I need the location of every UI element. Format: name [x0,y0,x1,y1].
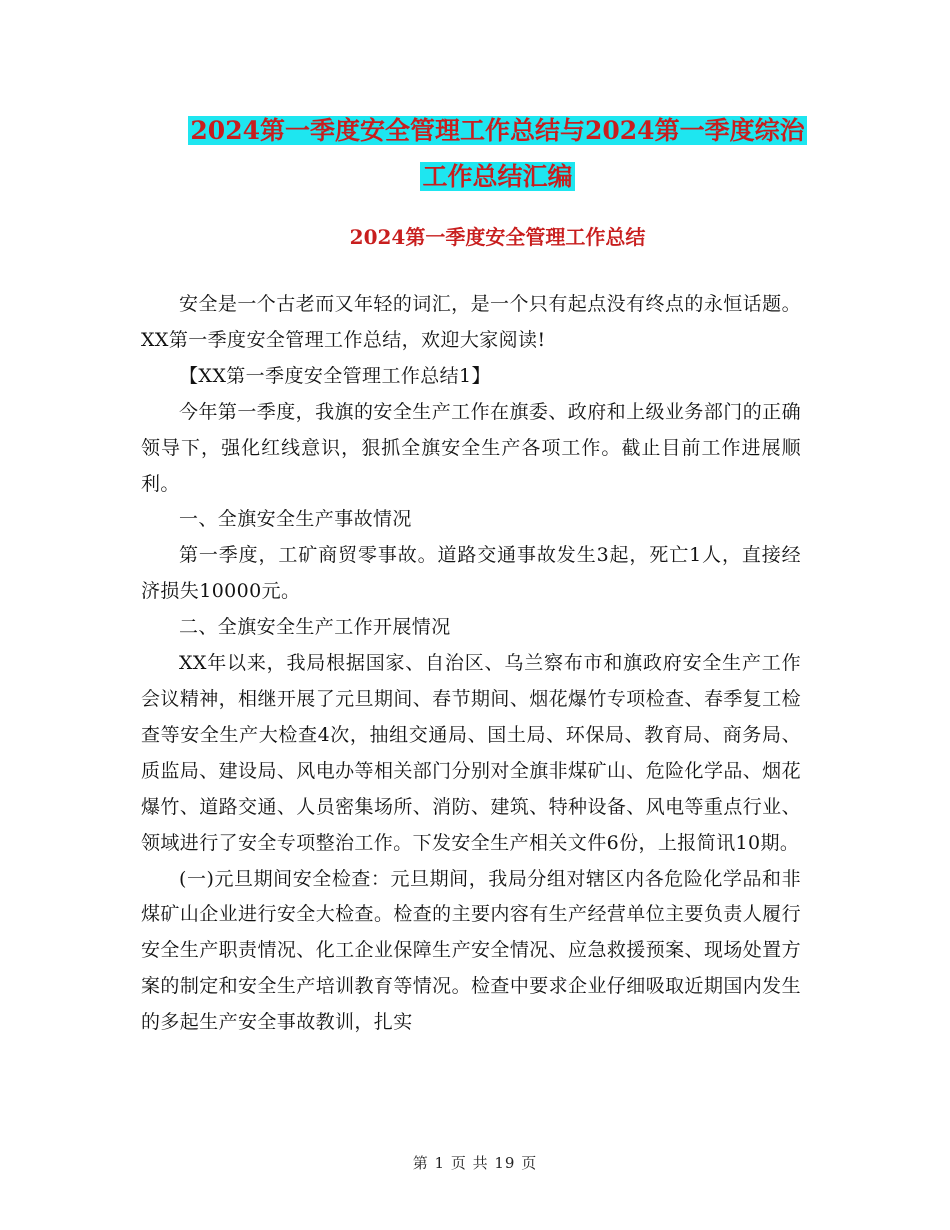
paragraph: 二、全旗安全生产工作开展情况 [179,616,451,639]
paragraph: 今年第一季度，我旗的安全生产工作在旗委、政府和上级业务部门的正确领导下，强化红线意识，狠抓全旗安全生产各项工作。截止目前工作进展顺利。 [141,400,801,495]
main-title [140,108,855,200]
paragraph: (一)元旦期间安全检查：元旦期间，我局分组对辖区内各危险化学品和非煤矿山企业进行安全大检查。检查的主要内容有生产经营单位主要负责人履行安全生产职责情况、化工企业保障生产安全情况、应急救援预案、现场处置方案的制定和安全生产培训教育等情况。检查中要求企业仔细吸取近期国内发生的多起生产安全事故教训，扎实 [141,867,801,1034]
section-title: 2024第一季度安全管理工作总结 [349,225,646,249]
paragraph: XX年以来，我局根据国家、自治区、乌兰察布市和旗政府安全生产工作会议精神，相继开展了元旦期间、春节期间、烟花爆竹专项检查、春季复工检查等安全生产大检查4次，抽组交通局、国土局、环保局、教育局、商务局、质监局、建设局、风电办等相关部门分别对全旗非煤矿山、危险化学品、烟花爆竹、道路交通、人员密集场所、消防、建筑、特种设备、风电等重点行业、领域进行了安全专项整治工作。下发安全生产相关文件6份，上报简讯10期。 [141,652,801,854]
paragraph: 安全是一个古老而又年轻的词汇，是一个只有起点没有终点的永恒话题。XX第一季度安全管理工作总结，欢迎大家阅读! [141,293,801,351]
body-text [141,287,801,1041]
paragraph: 【XX第一季度安全管理工作总结1】 [179,364,491,387]
main-title-line-2: 工作总结汇编 [422,162,573,191]
paragraph: 第一季度，工矿商贸零事故。道路交通事故发生3起，死亡1人，直接经济损失10000元。 [141,544,801,603]
page-footer: 第 1 页 共 19 页 [412,1154,538,1172]
main-title-line-1: 2024第一季度安全管理工作总结与2024第一季度综治 [190,116,805,145]
paragraph: 一、全旗安全生产事故情况 [179,508,412,531]
